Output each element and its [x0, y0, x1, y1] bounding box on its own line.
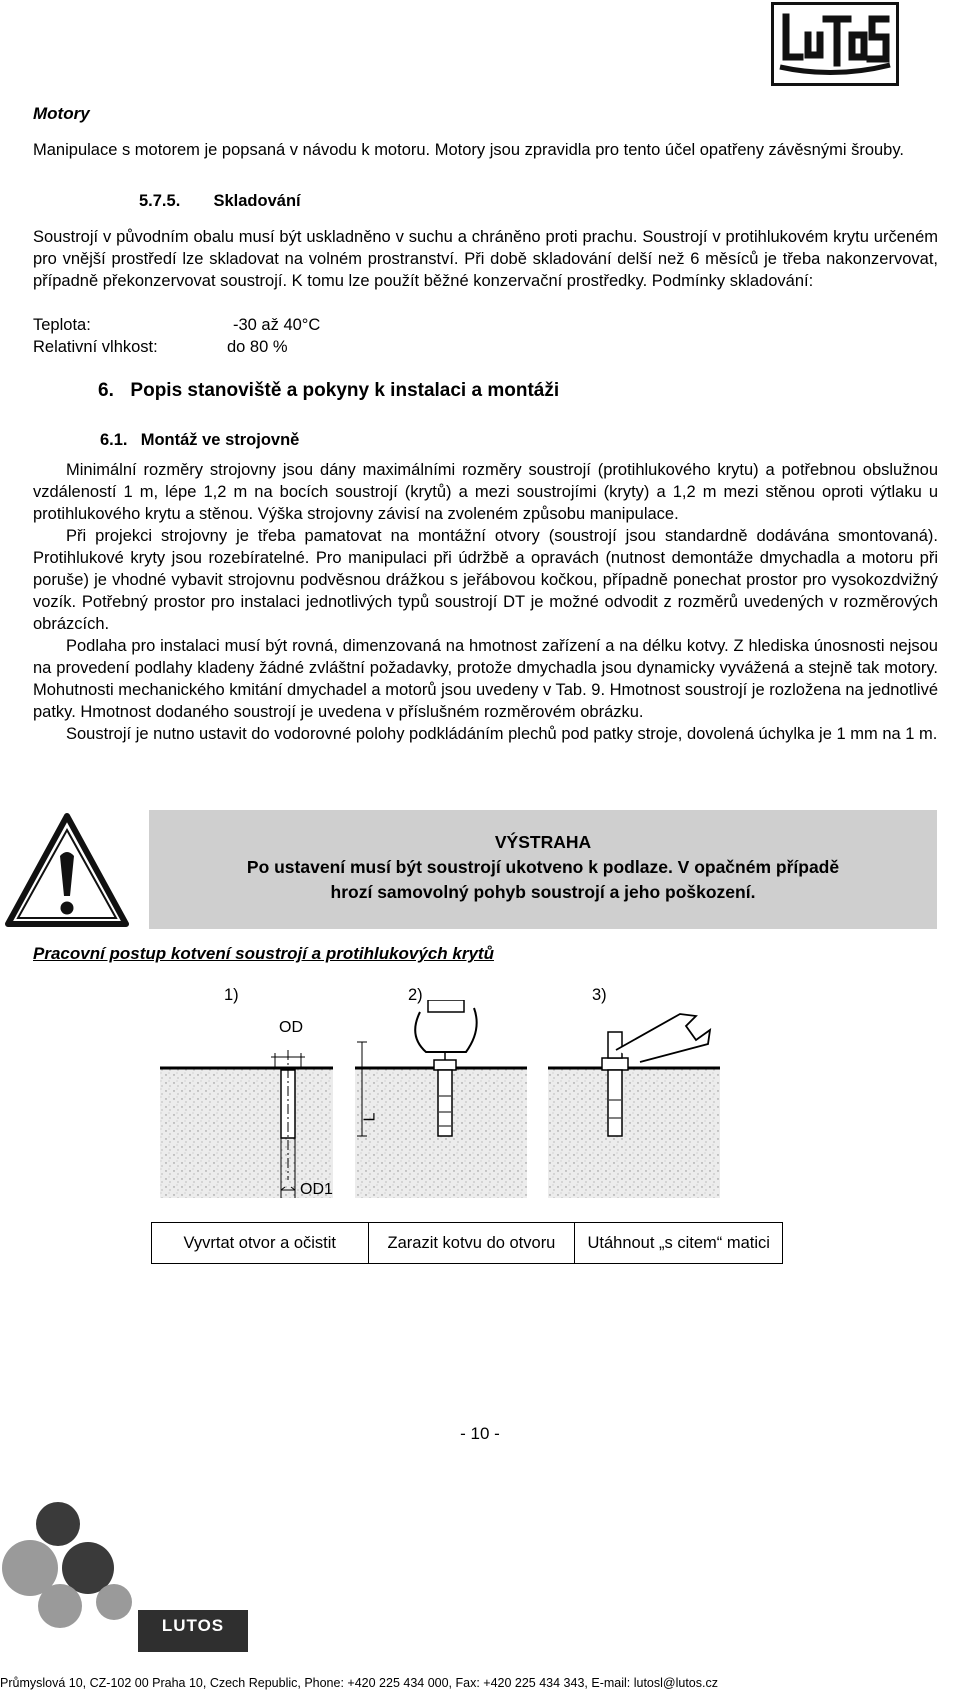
step-2-drawing [355, 1000, 527, 1198]
storage-number: 5.7.5. [139, 192, 181, 210]
storage-text [33, 226, 938, 292]
motory-paragraph: Manipulace s motorem je popsaná v návodu k motoru. Motory jsou zpravidla pro tento účel opatřeny závěsnými šrouby. [33, 141, 904, 159]
label-l: L [361, 1112, 379, 1122]
storage-title: Skladování [213, 192, 301, 210]
step-caption: Utáhnout „s citem“ matici [575, 1223, 783, 1264]
company-logo [771, 2, 899, 86]
lutos-logo-icon [774, 5, 896, 83]
step-number: 2) [408, 986, 423, 1004]
section-61-paragraph: Soustrojí je nutno ustavit do vodorovné polohy podkládáním plechů pod patky stroje, dovolená úchylka je 1 mm na 1 m. [66, 725, 938, 743]
storage-paragraph: Soustrojí v původním obalu musí být uskladněno v suchu a chráněno proti prachu. Soustrojí v protihlukovém krytu určeném pro vnější prostředí lze skladovat na volném prostranství. Při době skladování delší než 6 měsíců je třeba nakonzervovat, případně překonzervovat soustrojí. K tomu lze použít běžné konzervační prostředky. Podmínky skladování: [33, 228, 938, 290]
warning-box [149, 810, 937, 929]
warning-title: VÝSTRAHA [494, 832, 592, 852]
warning-line: Po ustavení musí být soustrojí ukotveno k podlaze. V opačném případě [246, 857, 840, 877]
motory-text [33, 139, 938, 161]
storage-row-label: Relativní vlhkost: [33, 338, 158, 356]
step-number: 3) [592, 986, 607, 1004]
storage-row [33, 314, 433, 336]
warning-line: hrozí samovolný pohyb soustrojí a jeho poškození. [330, 882, 756, 902]
section-61-paragraph: Podlaha pro instalaci musí být rovná, dimenzovaná na hmotnost zařízení a na délku kotvy. Z hlediska únosnosti nejsou na provedení podlahy kladeny žádné zvláštní požadavky, protože dmychadla jsou dynamicky vyvážená a stejně tak motory. Mohutnosti mechanického kmitání dmychadel a motorů jsou uvedeny v Tab. 9. Hmotnost soustrojí je rozložena na jednotlivé patky. Hmotnost dodaného soustrojí je uvedena v příslušném rozměrovém obrázku. [33, 637, 938, 721]
storage-row-value: do 80 % [227, 338, 288, 356]
bottom-logo-text: LUTOS [161, 1616, 225, 1635]
label-od: OD [279, 1019, 303, 1036]
step-number: 1) [224, 986, 239, 1004]
section-61-heading [100, 431, 299, 450]
section-6-number: 6. [98, 380, 114, 401]
storage-heading [139, 192, 301, 211]
section-61-paragraph: Minimální rozměry strojovny jsou dány maximálními rozměry soustrojí (protihlukového krytu) a potřebnou obslužnou vzdáleností 1 m, lépe 1,2 m na bocích soustrojí (krytů) a mezi soustrojími (kryty) a 1,2 m mezi stěnou oproti výtlaku u protihlukového krytu a stěnou. Výška strojovny závisí na zvoleném způsobu manipulace. [33, 461, 938, 523]
storage-row-value: -30 až 40°C [233, 316, 321, 334]
section-61-title: Montáž ve strojovně [140, 431, 300, 449]
section-61-body [33, 459, 938, 745]
section-61-number: 6.1. [100, 431, 128, 449]
anchor-installation-diagram [140, 1000, 800, 1220]
label-od1: OD1 [300, 1181, 333, 1198]
procedure-heading: Pracovní postup kotvení soustrojí a protihlukových krytů [33, 944, 494, 963]
storage-conditions [33, 314, 433, 358]
step-caption: Vyvrtat otvor a očistit [152, 1223, 369, 1264]
page-number: - 10 - [460, 1424, 500, 1443]
section-6-title: Popis stanoviště a pokyny k instalaci a montáži [130, 380, 560, 401]
step-caption: Zarazit kotvu do otvoru [368, 1223, 575, 1264]
section-61-paragraph: Při projekci strojovny je třeba pamatovat na montážní otvory (soustrojí jsou standardně dodávána smontovaná). Protihlukové kryty jsou rozebíratelné. Pro manipulaci při údržbě a opravách (nutnost demontáže dmychadla a motoru při poruše) je vhodné vybavit strojovnu podvěsnou drážkou s jeřábovou kočkou, případně ponechat prostor pro vysokozdvižný vozík. Potřebný prostor pro instalaci jednotlivých typů soustrojí DT je možné odvodit z rozměrů uvedených v rozměrových obrázcích. [33, 527, 938, 633]
steps-caption-table [151, 1222, 783, 1264]
section-6-heading [98, 380, 559, 402]
motory-heading: Motory [33, 104, 90, 123]
warning-triangle-icon [4, 812, 130, 928]
step-1-drawing [160, 1050, 333, 1198]
storage-row [33, 336, 433, 358]
footer-address: Průmyslová 10, CZ-102 00 Praha 10, Czech Republic, Phone: +420 225 434 000, Fax: +420 225 434 343, E-mail: lutosl@lutos.cz [0, 1676, 718, 1690]
table-row [152, 1223, 783, 1264]
step-3-drawing [548, 1014, 720, 1198]
storage-row-label: Teplota: [33, 316, 91, 334]
